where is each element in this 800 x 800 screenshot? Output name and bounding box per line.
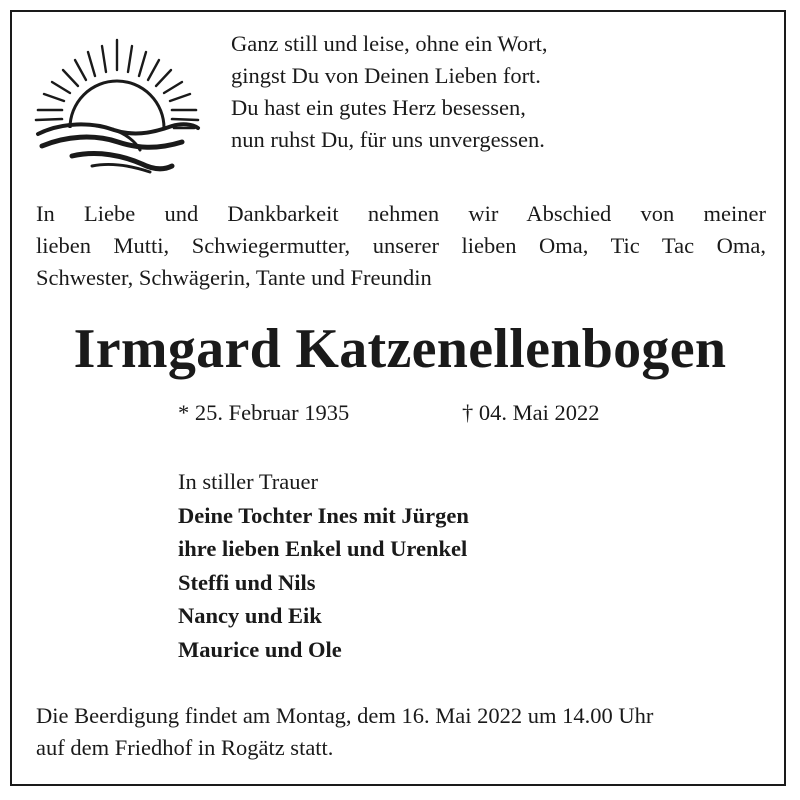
sunset-over-hills-icon	[32, 30, 202, 180]
poem-line: nun ruhst Du, für uns unvergessen.	[231, 127, 545, 152]
funeral-line: auf dem Friedhof in Rogätz statt.	[36, 735, 334, 760]
birth-date: * 25. Februar 1935	[178, 400, 350, 425]
funeral-line: Die Beerdigung findet am Montag, dem 16. Mai 2022 um 14.00 Uhr	[36, 703, 654, 728]
mourner-entry: Nancy und Eik	[178, 603, 322, 628]
farewell-line: Schwester, Schwägerin, Tante und Freundin	[36, 265, 432, 290]
mourners-list	[178, 465, 469, 666]
mourners-heading: In stiller Trauer	[178, 469, 318, 494]
poem-line: gingst Du von Deinen Lieben fort.	[231, 63, 541, 88]
mourner-entry: Maurice und Ole	[178, 636, 342, 662]
mourner-entry: Deine Tochter Ines mit Jürgen	[178, 502, 469, 528]
mourner-entry: Steffi und Nils	[178, 569, 316, 595]
death-date: † 04. Mai 2022	[462, 400, 600, 425]
poem-line: Ganz still und leise, ohne ein Wort,	[231, 31, 548, 56]
deceased-name: Irmgard Katzenellenbogen	[73, 318, 727, 380]
farewell-text	[36, 198, 766, 294]
memorial-poem	[231, 28, 547, 156]
farewell-line: lieben Mutti, Schwiegermutter, unserer lieben Oma, Tic Tac Oma,	[36, 233, 766, 258]
mourner-entry: ihre lieben Enkel und Urenkel	[178, 536, 468, 561]
farewell-line: In Liebe und Dankbarkeit nehmen wir Abschied von meiner	[36, 201, 766, 226]
poem-line: Du hast ein gutes Herz besessen,	[231, 95, 526, 120]
funeral-info	[36, 700, 653, 764]
